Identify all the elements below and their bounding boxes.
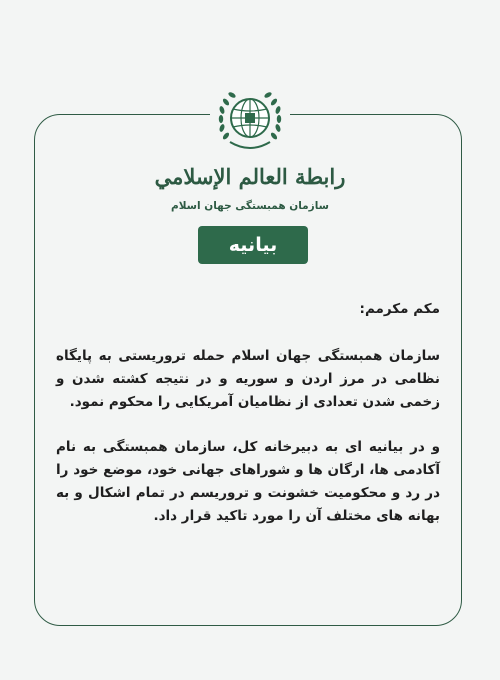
globe-wreath-icon	[210, 80, 290, 160]
org-name-arabic: رابطة العالم الإسلامي	[154, 164, 346, 189]
paragraph-1: سازمان همبستگی جهان اسلام حمله تروریستی به پایگاه نظامی در مرز اردن و سوریه و در نتیجه کشته شدن و زخمی شدن تعدادی از نظامیان آمریکایی را محکوم نمود.	[56, 348, 440, 410]
salutation: مکم مکرمم:	[359, 301, 440, 317]
org-name-persian: سازمان همبستگی جهان اسلام	[171, 200, 329, 212]
statement-body	[56, 298, 440, 528]
paragraph-2: و در بیانیه ای به دبیرخانه کل، سازمان همبستگی به نام آکادمی ها، ارگان ها و شوراهای جهانی خود، موضع خود را در رد و محکومیت خشونت و تروریسم در تمام اشکال و به بهانه های مختلف آن را مورد تاکید قرار داد.	[56, 439, 440, 524]
statement-badge	[198, 226, 308, 264]
statement-badge-label: بیانیه	[228, 234, 278, 256]
org-logo	[210, 80, 290, 160]
